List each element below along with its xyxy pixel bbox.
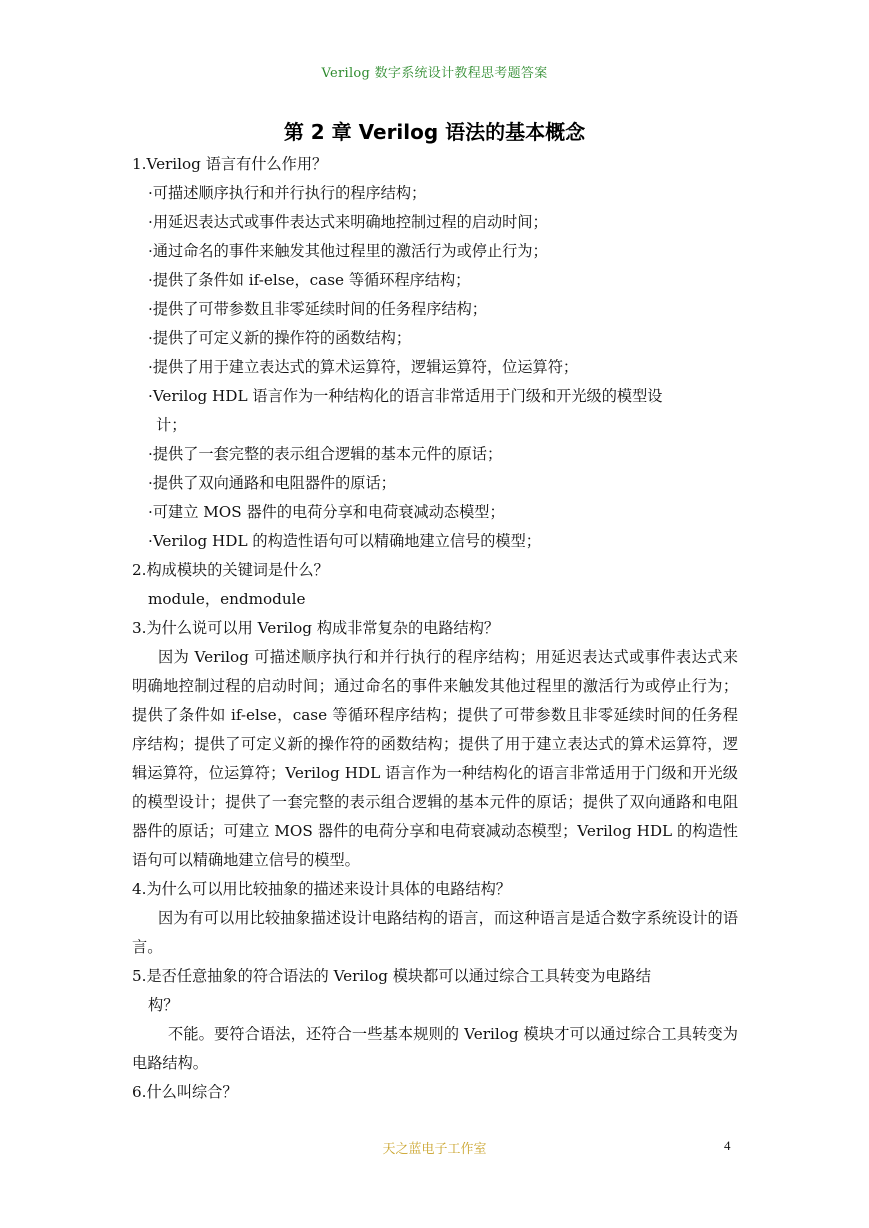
list-item: ·提供了条件如 if-else，case 等循环程序结构；	[148, 271, 471, 289]
list-item: ·可建立 MOS 器件的电荷分享和电荷衰减动态模型；	[148, 503, 505, 521]
question-5-continuation: 构？	[148, 996, 179, 1014]
question-5: 5.是否任意抽象的符合语法的 Verilog 模块都可以通过综合工具转变为电路结	[132, 967, 651, 985]
answer-4: 因为有可以用比较抽象描述设计电路结构的语言，而这种语言是适合数字系统设计的语言。	[132, 909, 738, 956]
chapter-title: 第 2 章 Verilog 语法的基本概念	[283, 120, 586, 144]
answer-3: 因为 Verilog 可描述顺序执行和并行执行的程序结构；用延迟表达式或事件表达式来明确地控制过程的启动时间；通过命名的事件来触发其他过程里的激活行为或停止行为；提供了条件如 if-else，case 等循环程序结构；提供了可带参数且非零延续时间的任务程序结构；提供了可定义新的操作符的函数结构；提供了用于建立表达式的算术运算符，逻辑运算符，位运算符；Verilog HDL 语言作为一种结构化的语言非常适用于门级和开光级的模型设计；提供了一套完整的表示组合逻辑的基本元件的原话；提供了双向通路和电阻器件的原话；可建立 MOS 器件的电荷分享和电荷衰减动态模型；Verilog HDL 的构造性语句可以精确地建立信号的模型。	[132, 648, 738, 869]
page-number: 4	[724, 1138, 731, 1153]
running-header: Verilog 数字系统设计教程思考题答案	[321, 66, 548, 81]
list-item: ·提供了双向通路和电阻器件的原话；	[148, 474, 396, 492]
list-item: ·提供了可定义新的操作符的函数结构；	[148, 329, 412, 347]
list-item: ·Verilog HDL 语言作为一种结构化的语言非常适用于门级和开光级的模型设	[148, 387, 663, 405]
question-2: 2.构成模块的关键词是什么？	[132, 561, 329, 579]
question-4: 4.为什么可以用比较抽象的描述来设计具体的电路结构？	[132, 880, 511, 898]
list-item: ·提供了用于建立表达式的算术运算符，逻辑运算符，位运算符；	[148, 358, 579, 376]
list-item: ·通过命名的事件来触发其他过程里的激活行为或停止行为；	[148, 242, 548, 260]
question-1: 1.Verilog 语言有什么作用？	[132, 155, 328, 173]
list-item-continuation: 计；	[156, 416, 187, 434]
footer-studio: 天之蓝电子工作室	[382, 1142, 487, 1157]
question-6: 6.什么叫综合？	[132, 1083, 238, 1101]
question-3: 3.为什么说可以用 Verilog 构成非常复杂的电路结构？	[132, 619, 500, 637]
list-item: ·提供了可带参数且非零延续时间的任务程序结构；	[148, 300, 487, 318]
answer-5: 不能。要符合语法，还符合一些基本规则的 Verilog 模块才可以通过综合工具转变为电路结构。	[132, 1025, 738, 1072]
list-item: ·Verilog HDL 的构造性语句可以精确地建立信号的模型；	[148, 532, 541, 550]
list-item: ·用延迟表达式或事件表达式来明确地控制过程的启动时间；	[148, 213, 548, 231]
answer-2: module，endmodule	[148, 590, 306, 608]
document-body	[132, 150, 738, 1107]
list-item: ·可描述顺序执行和并行执行的程序结构；	[148, 184, 427, 202]
list-item: ·提供了一套完整的表示组合逻辑的基本元件的原话；	[148, 445, 503, 463]
